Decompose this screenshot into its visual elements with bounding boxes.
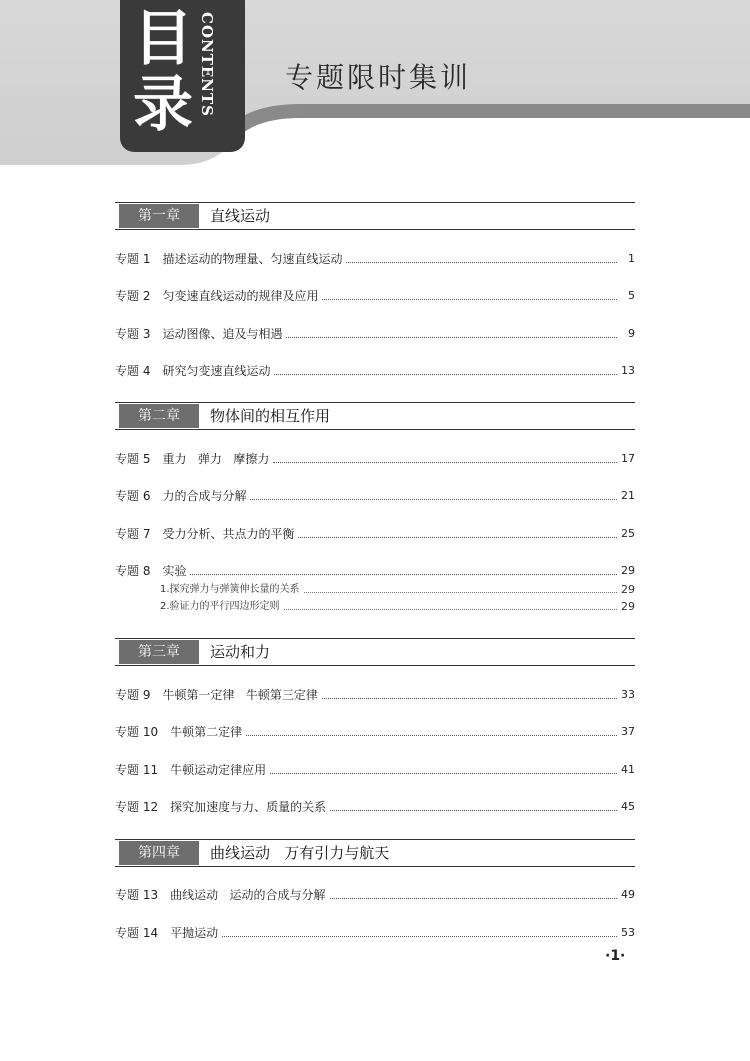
chapter-number: 第四章	[119, 841, 199, 865]
dot-leader	[246, 723, 617, 736]
entry-label: 专题 13	[115, 888, 159, 902]
entry-title: 力的合成与分解	[162, 489, 247, 503]
toc-entry[interactable]	[115, 924, 635, 942]
entry-page: 5	[628, 289, 635, 302]
dot-leader	[304, 582, 617, 593]
entry-title: 牛顿运动定律应用	[170, 763, 267, 777]
entry-title: 研究匀变速直线运动	[162, 364, 271, 378]
toc-entry[interactable]	[115, 362, 635, 380]
dot-leader	[322, 686, 617, 699]
toc-entry[interactable]	[115, 562, 635, 580]
toc-entry[interactable]	[115, 250, 635, 268]
entry-label: 专题 3	[115, 327, 151, 341]
entry-page: 45	[621, 800, 635, 813]
entry-label: 专题 2	[115, 289, 151, 303]
toc-entry[interactable]	[115, 487, 635, 505]
chapter-number: 第二章	[119, 404, 199, 428]
toc-subentry[interactable]	[160, 599, 635, 614]
chapter-title: 物体间的相互作用	[210, 407, 331, 425]
dot-leader	[273, 450, 617, 463]
toc-entry[interactable]	[115, 686, 635, 704]
entry-page: 53	[621, 926, 635, 939]
entry-title: 平抛运动	[170, 926, 219, 940]
page-number: ·1·	[605, 948, 626, 964]
dot-leader	[322, 287, 617, 300]
chapter-number: 第三章	[119, 640, 199, 664]
chapter-title: 曲线运动 万有引力与航天	[210, 844, 390, 862]
toc-entry[interactable]	[115, 287, 635, 305]
entry-title: 受力分析、共点力的平衡	[162, 527, 295, 541]
contents-label: CONTENTS	[198, 12, 216, 118]
entry-title: 重力 弹力 摩擦力	[162, 452, 270, 466]
toc-entry[interactable]	[115, 525, 635, 543]
toc-entry[interactable]	[115, 325, 635, 343]
dot-leader	[346, 250, 617, 263]
subentry-title: 1.探究弹力与弹簧伸长量的关系	[160, 584, 300, 595]
chapter-title: 运动和力	[210, 643, 271, 661]
chapter-header	[115, 839, 635, 867]
entry-title: 曲线运动 运动的合成与分解	[170, 888, 326, 902]
entry-label: 专题 9	[115, 688, 151, 702]
dot-leader	[284, 599, 617, 610]
toc-entry[interactable]	[115, 798, 635, 816]
entry-label: 专题 1	[115, 252, 151, 266]
entry-label: 专题 6	[115, 489, 151, 503]
dot-leader	[250, 487, 617, 500]
entry-page: 41	[621, 763, 635, 776]
entry-page: 13	[621, 364, 635, 377]
entry-page: 37	[621, 725, 635, 738]
entry-page: 1	[628, 252, 635, 265]
dot-leader	[190, 562, 617, 575]
entry-label: 专题 10	[115, 725, 159, 739]
subentry-page: 29	[621, 600, 635, 613]
chapter-title: 直线运动	[210, 207, 271, 225]
toc-entry[interactable]	[115, 761, 635, 779]
toc-entry[interactable]	[115, 886, 635, 904]
entry-page: 33	[621, 688, 635, 701]
subentry-title: 2.验证力的平行四边形定则	[160, 601, 280, 612]
dot-leader	[222, 924, 617, 937]
dot-leader	[286, 325, 617, 338]
entry-title: 描述运动的物理量、匀速直线运动	[162, 252, 343, 266]
entry-label: 专题 12	[115, 800, 159, 814]
toc-subentry[interactable]	[160, 582, 635, 597]
dot-leader	[330, 798, 617, 811]
entry-page: 9	[628, 327, 635, 340]
entry-label: 专题 5	[115, 452, 151, 466]
entry-title: 探究加速度与力、质量的关系	[170, 800, 327, 814]
page-title: 专题限时集训	[285, 61, 472, 94]
entry-label: 专题 4	[115, 364, 151, 378]
contents-heading: 目录	[133, 4, 193, 140]
chapter-header	[115, 638, 635, 666]
entry-label: 专题 8	[115, 564, 151, 578]
entry-title: 匀变速直线运动的规律及应用	[162, 289, 319, 303]
entry-title: 运动图像、追及与相遇	[162, 327, 283, 341]
entry-title: 实验	[162, 564, 187, 578]
entry-title: 牛顿第一定律 牛顿第三定律	[162, 688, 318, 702]
subentry-page: 29	[621, 583, 635, 596]
toc-entry[interactable]	[115, 723, 635, 741]
entry-label: 专题 14	[115, 926, 159, 940]
dot-leader	[270, 761, 617, 774]
entry-page: 29	[621, 564, 635, 577]
entry-page: 49	[621, 888, 635, 901]
entry-page: 17	[621, 452, 635, 465]
chapter-header	[115, 202, 635, 230]
dot-leader	[274, 362, 617, 375]
entry-title: 牛顿第二定律	[170, 725, 243, 739]
entry-page: 25	[621, 527, 635, 540]
dot-leader	[330, 886, 617, 899]
entry-label: 专题 11	[115, 763, 159, 777]
chapter-header	[115, 402, 635, 430]
entry-label: 专题 7	[115, 527, 151, 541]
dot-leader	[298, 525, 617, 538]
toc-entry[interactable]	[115, 450, 635, 468]
chapter-number: 第一章	[119, 204, 199, 228]
entry-page: 21	[621, 489, 635, 502]
